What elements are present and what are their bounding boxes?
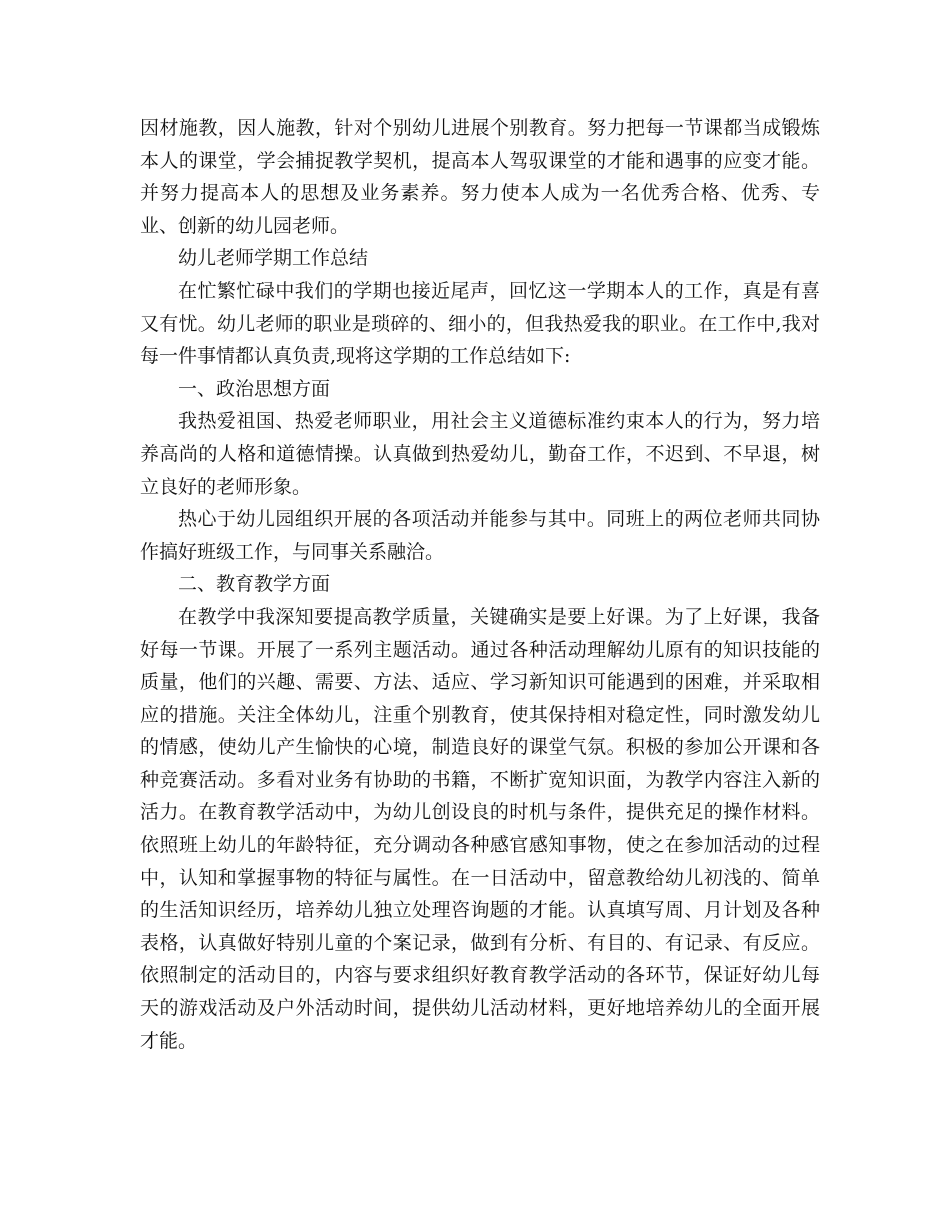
section-title: 幼儿老师学期工作总结 [178, 247, 369, 270]
document-page [140, 112, 820, 1057]
paragraph-continuation: 因材施教，因人施教，针对个别幼儿进展个别教育。努力把每一节课都当成锻炼本人的课堂，学会捕捉教学契机，提高本人驾驭课堂的才能和遇事的应变才能。并努力提高本人的思想及业务素养。努力使本人成为一名优秀合格、优秀、专业、创新的幼儿园老师。 [140, 117, 820, 237]
paragraph-intro: 在忙繁忙碌中我们的学期也接近尾声，回忆这一学期本人的工作，真是有喜又有忧。幼儿老师的职业是琐碎的、细小的，但我热爱我的职业。在工作中,我对每一件事情都认真负责,现将这学期的工作总结如下: [140, 279, 820, 368]
heading-political: 一、政治思想方面 [178, 377, 331, 400]
heading-teaching: 二、教育教学方面 [178, 573, 331, 596]
paragraph-political-2: 热心于幼儿园组织开展的各项活动并能参与其中。同班上的两位老师共同协作搞好班级工作，与同事关系融洽。 [140, 508, 820, 563]
paragraph-political-1: 我热爱祖国、热爱老师职业，用社会主义道德标准约束本人的行为，努力培养高尚的人格和道德情操。认真做到热爱幼儿，勤奋工作，不迟到、不早退，树立良好的老师形象。 [140, 410, 820, 498]
paragraph-teaching: 在教学中我深知要提高教学质量，关键确实是要上好课。为了上好课，我备好每一节课。开展了一系列主题活动。通过各种活动理解幼儿原有的知识技能的质量，他们的兴趣、需要、方法、适应、学习新知识可能遇到的困难，并采取相应的措施。关注全体幼儿，注重个别教育，使其保持相对稳定性，同时激发幼儿的情感，使幼儿产生愉快的心境，制造良好的课堂气氛。积极的参加公开课和各种竞赛活动。多看对业务有协助的书籍，不断扩宽知识面，为教学内容注入新的活力。在教育教学活动中，为幼儿创设良的时机与条件，提供充足的操作材料。依照班上幼儿的年龄特征，充分调动各种感官感知事物，使之在参加活动的过程中，认知和掌握事物的特征与属性。在一日活动中，留意教给幼儿初浅的、简单的生活知识经历，培养幼儿独立处理咨询题的才能。认真填写周、月计划及各种表格，认真做好特别儿童的个案记录，做到有分析、有目的、有记录、有反应。依照制定的活动目的，内容与要求组织好教育教学活动的各环节，保证好幼儿每天的游戏活动及户外活动时间，提供幼儿活动材料，更好地培养幼儿的全面开展才能。 [140, 605, 820, 1052]
